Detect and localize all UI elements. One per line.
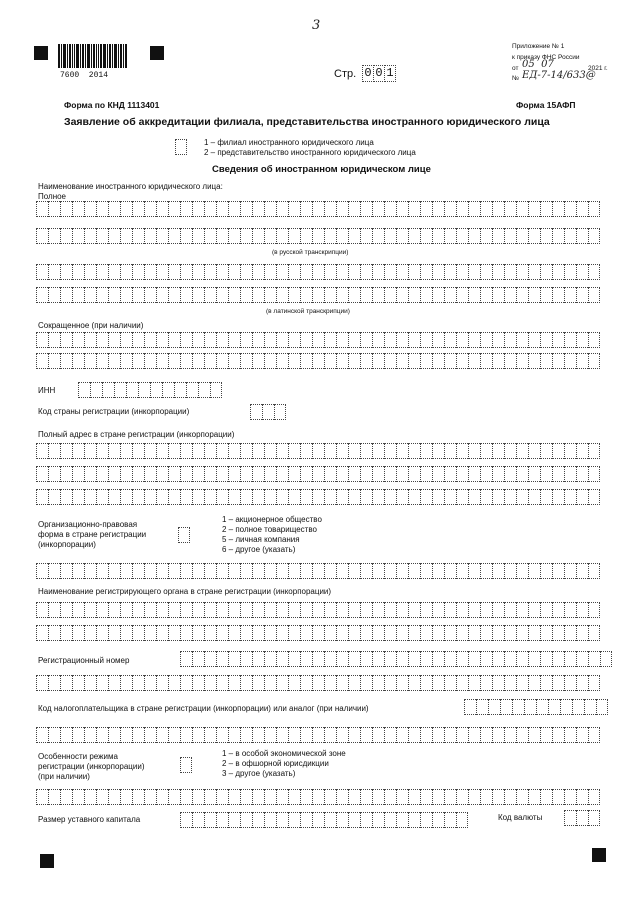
full-name-lat-row[interactable]	[36, 287, 600, 303]
taxpayer-code-row[interactable]	[36, 727, 600, 743]
page-label: Стр.	[334, 68, 357, 80]
taxpayer-code-label: Код налогоплательщика в стране регистрации (инкорпорации) или аналог (при наличии)	[38, 704, 369, 713]
corner-marker-bottom-right	[592, 848, 606, 862]
legal-form-other-row[interactable]	[36, 563, 600, 579]
reg-authority-row[interactable]	[36, 602, 600, 618]
legal-form-cell[interactable]	[178, 527, 190, 543]
regime-option-3: 3 – другое (указать)	[222, 769, 296, 778]
appendix-num-prefix: №	[512, 75, 519, 82]
reg-number-label: Регистрационный номер	[38, 656, 130, 665]
regime-label-2: регистрации (инкорпорации)	[38, 762, 145, 771]
address-row[interactable]	[36, 466, 600, 482]
appendix-line-2: к приказу ФНС России	[512, 54, 580, 61]
appendix-num-handwritten: ЕД-7-14/633@	[522, 70, 596, 81]
inn-label: ИНН	[38, 386, 56, 395]
capital-label: Размер уставного капитала	[38, 815, 141, 824]
address-row[interactable]	[36, 443, 600, 459]
full-name-ru-row[interactable]	[36, 228, 600, 244]
taxpayer-code-row[interactable]	[464, 699, 608, 715]
regime-cell[interactable]	[180, 757, 192, 773]
address-label: Полный адрес в стране регистрации (инкорпорации)	[38, 430, 235, 439]
address-row[interactable]	[36, 489, 600, 505]
page-digit: 0	[362, 65, 374, 82]
short-name-label: Сокращенное (при наличии)	[38, 321, 144, 330]
page-digit: 1	[384, 65, 396, 82]
appendix-year: 2021 г.	[588, 65, 608, 72]
document-title: Заявление об аккредитации филиала, представительства иностранного юридического лица	[64, 116, 550, 128]
legal-form-option-2: 2 – полное товарищество	[222, 525, 317, 534]
full-name-label: Полное	[38, 192, 67, 201]
legal-form-option-1: 1 – акционерное общество	[222, 515, 322, 524]
country-code-cells[interactable]	[250, 404, 286, 420]
regime-option-2: 2 – в офшорной юрисдикции	[222, 759, 329, 768]
form-code: Форма 15АФП	[516, 100, 576, 110]
short-name-row[interactable]	[36, 353, 600, 369]
regime-label-1: Особенности режима	[38, 752, 118, 761]
page-number-cells	[362, 65, 395, 82]
regime-option-1: 1 – в особой экономической зоне	[222, 749, 346, 758]
reg-authority-row[interactable]	[36, 625, 600, 641]
type-option-2: 2 – представительство иностранного юридического лица	[204, 148, 416, 157]
legal-form-label-1: Организационно-правовая	[38, 520, 138, 529]
legal-form-option-3: 5 – личная компания	[222, 535, 300, 544]
caption-latin: (в латинской транскрипции)	[266, 308, 350, 315]
page-digit: 0	[373, 65, 385, 82]
capital-cells[interactable]	[180, 812, 468, 828]
legal-form-option-4: 6 – другое (указать)	[222, 545, 296, 554]
short-name-row[interactable]	[36, 332, 600, 348]
appendix-line-1: Приложение № 1	[512, 43, 565, 50]
section-title: Сведения об иностранном юридическом лице	[212, 164, 431, 175]
name-label: Наименование иностранного юридического лица:	[38, 182, 223, 191]
type-cell[interactable]	[175, 139, 187, 155]
reg-number-row[interactable]	[180, 651, 612, 667]
legal-form-label-2: форма в стране регистрации	[38, 530, 147, 539]
barcode-number: 7600 2014	[60, 71, 109, 80]
currency-cells[interactable]	[564, 810, 600, 826]
currency-label: Код валюты	[498, 813, 543, 822]
country-code-label: Код страны регистрации (инкорпорации)	[38, 407, 190, 416]
regime-label-3: (при наличии)	[38, 772, 90, 781]
inn-cells[interactable]	[78, 382, 222, 398]
corner-marker-top-left	[34, 46, 48, 60]
type-option-1: 1 – филиал иностранного юридического лица	[204, 138, 374, 147]
appendix-date-prefix: от	[512, 65, 519, 72]
appendix-date-handwritten: 05 07	[522, 59, 554, 70]
regime-other-row[interactable]	[36, 789, 600, 805]
form-knd: Форма по КНД 1113401	[64, 100, 160, 110]
caption-russian: (в русской транскрипции)	[272, 249, 349, 256]
full-name-lat-row[interactable]	[36, 264, 600, 280]
full-name-ru-row[interactable]	[36, 201, 600, 217]
handwritten-page-mark: 3	[312, 18, 321, 33]
reg-authority-label: Наименование регистрирующего органа в стране регистрации (инкорпорации)	[38, 587, 332, 596]
barcode	[58, 44, 142, 68]
reg-number-row[interactable]	[36, 675, 600, 691]
legal-form-label-3: (инкорпорации)	[38, 540, 96, 549]
corner-marker-bottom-left	[40, 854, 54, 868]
corner-marker-top-mid	[150, 46, 164, 60]
